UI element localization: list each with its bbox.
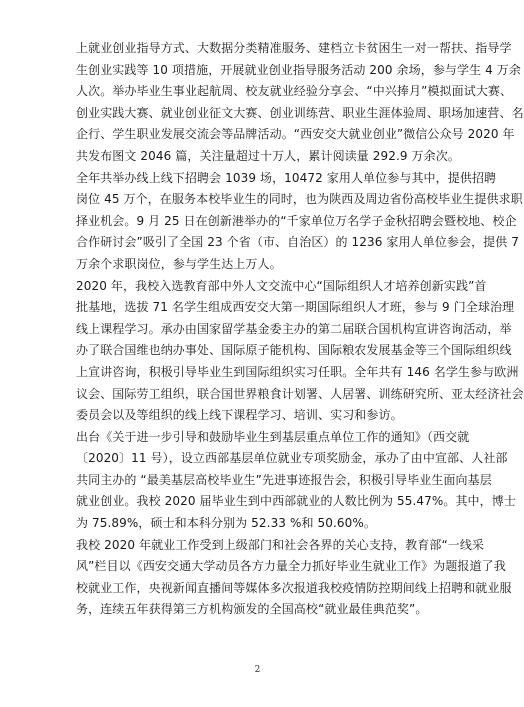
text-line: 议会、国际劳工组织，联合国世界粮食计划署、人居署、训练研究所、亚太经济社会 — [76, 386, 524, 401]
paragraph — [76, 276, 524, 427]
text-line: 共发布图文 2046 篇，关注量超过十万人，累计阅读量 292.9 万余次。 — [76, 148, 460, 163]
text-line: 为 75.89%，硕士和本科分别为 52.33 %和 50.60%。 — [76, 516, 376, 531]
text-line: 合作研讨会”吸引了全国 23 个省（市、自治区）的 1236 家用人单位参会，提供 7 — [76, 235, 520, 250]
text-line: 我校 2020 年就业工作受到上级部门和社会各界的关心支持，教育部“一线采 — [76, 537, 485, 552]
text-line: 岗位 45 万个，在服务本校毕业生的同时，也为陕西及周边省份高校毕业生提供求职 — [76, 192, 523, 207]
text-line: 风”栏目以《西安交通大学动员各方力量全力抓好毕业生就业工作》为题报道了我 — [76, 559, 506, 574]
paragraph — [76, 427, 516, 535]
text-line: 务，连续五年获得第三方机构颁发的全国高校“就业最佳典范奖”。 — [76, 602, 428, 617]
text-line: 〔2020〕11 号），设立西部基层单位就业专项奖励金，承办了由中宣部、人社部 — [76, 451, 508, 466]
text-line: 办了联合国维也纳办事处、国际原子能机构、国际粮农发展基金等三个国际组织线 — [76, 343, 512, 358]
page-number: 2 — [254, 665, 261, 675]
paragraph — [76, 168, 523, 276]
text-line: 出台《关于进一步引导和鼓励毕业生到基层重点单位工作的通知》（西交就 — [76, 429, 470, 444]
text-line: 人次。举办毕业生事业起航周、校友就业经验分享会、“中兴捧月”模拟面试大赛、 — [76, 84, 513, 99]
text-line: 上宣讲咨询，积极引导毕业生到国际组织实习任职。全年共有 146 名学生参与欧洲 — [76, 364, 519, 379]
text-line: 校就业工作，央视新闻直播间等媒体多次报道我校疫情防控期间线上招聘和就业服 — [76, 580, 512, 595]
text-line: 上就业创业指导方式、大数据分类精准服务、建档立卡贫困生一对一帮扶、指导学 — [76, 41, 512, 55]
text-line: 生创业实践等 10 项措施，开展就业创业指导服务活动 200 余场，参与学生 4 万余 — [76, 62, 521, 77]
paragraph — [76, 535, 512, 621]
text-line: 2020 年，我校入选教育部中外人文交流中心“国际组织人才培养创新实践”首 — [76, 278, 487, 293]
text-line: 委员会以及等组织的线上线下课程学习、培训、实习和参访。 — [76, 408, 403, 423]
text-line: 就业创业。我校 2020 届毕业生到中西部就业的人数比例为 55.47%。其中，博士 — [76, 494, 516, 509]
text-line: 创业实践大赛、就业创业征文大赛、创业训练营、职业生涯体验周、职场加速营、名 — [76, 105, 524, 120]
text-line: 择业机会。9 月 25 日在创新港举办的“千家单位万名学子金秋招聘会暨校地、校企 — [76, 213, 517, 228]
text-line: 共同主办的 “最美基层高校毕业生”先进事迹报告会，积极引导毕业生面向基层 — [76, 472, 492, 487]
text-line: 线上课程学习。承办由国家留学基金委主办的第二届联合国机构宣讲咨询活动，举 — [76, 321, 512, 336]
text-line: 批基地，选拔 71 名学生组成西安交大第一期国际组织人才班，参与 9 门全球治理 — [76, 300, 515, 315]
text-line: 全年共举办线上线下招聘会 1039 场，10472 家用人单位参与其中，提供招聘 — [76, 170, 497, 185]
paragraph — [76, 38, 524, 168]
text-line: 万余个求职岗位，参与学生达上万人。 — [76, 256, 282, 271]
text-line: 企行、学生职业发展交流会等品牌活动。“西安交大就业创业”微信公众号 2020 年 — [76, 127, 515, 142]
document-body — [76, 38, 524, 621]
